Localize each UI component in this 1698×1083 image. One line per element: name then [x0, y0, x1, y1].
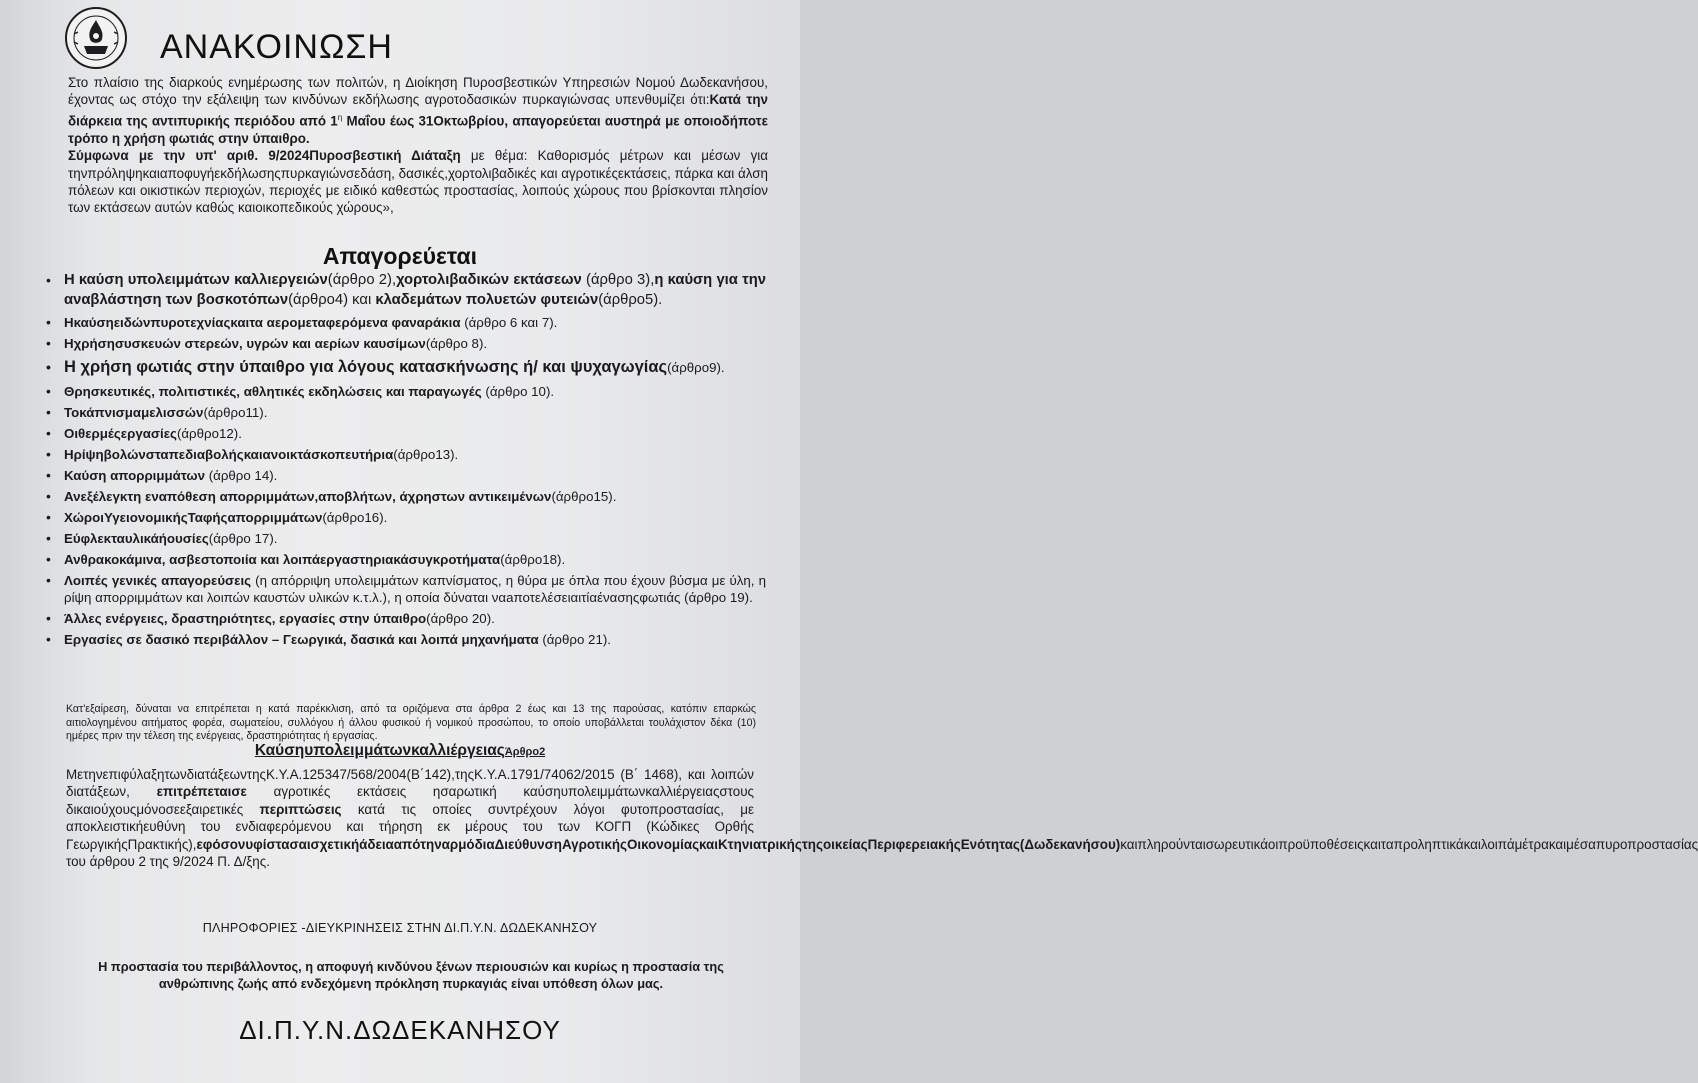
- list-item: • Ηρίψηβολώνσταπεδιαβολήςκαιανοικτάσκοπευτήρια(άρθρο13).: [46, 446, 766, 463]
- subsection-text: ΜετηνεπιφύλαξητωνδιατάξεωντηςΚ.Υ.Α.125347/568/2004(Β΄142),τηςΚ.Υ.Α.1791/74062/2015 (Β΄ 1468), και λοιπών διατάξεων, επιτρέπεταισε αγροτικές εκτάσεις ησαρωτική καύσηυπολειμμάτωνκαλλιέργειαςστους δικαιούχουςμόνοσεεξαιρετικές περιπτώσεις κατά τις οποίες συντρέχουν λόγοι φυτοπροστασίας, με αποκλειστικήευθύνη του ενδιαφερόμενου και τήρηση εκ μέρους του των ΚΟΓΠ (Κώδικες Ορθής ΓεωργικήςΠρακτικής),εφόσονυφίστασαισχετικήάδειααπότηναρμόδιαΔιεύθυνσηΑγροτικήςΟικονομίαςκαιΚτηνιατρικήςτηςοικείαςΠεριφερειακήςΕνότητας(Δωδεκανήσου)καιπληρούνταισωρευτικάοιπροϋποθέσειςκαιταπροληπτικάκαιλοιπάμέτρακαιμέσαπυροπροστασίας του άρθρου 2 της 9/2024 Π. Δ/ξης.: [66, 767, 1698, 870]
- list-item: • Λοιπές γενικές απαγορεύσεις (η απόρριψη υπολειμμάτων καπνίσματος, η θύρα με όπλα που έχουν βύσμα με ύλη, η ρίψη απορριμμάτων και λοιπών καυστών υλικών κ.τ.λ.), η οποία δύναται ναaποτελέσειαιτίαένασηςφωτιάς (άρθρο 19).: [46, 572, 766, 606]
- list-item: • Θρησκευτικές, πολιτιστικές, αθλητικές εκδηλώσεις και παραγωγές (άρθρο 10).: [46, 383, 766, 400]
- list-item: • Τοκάπνισμαμελισσών(άρθρο11).: [46, 404, 766, 421]
- list-item: • Οιθερμέςεργασίες(άρθρο12).: [46, 425, 766, 442]
- list-item: • Ανεξέλεγκτη εναπόθεση απορριμμάτων,αποβλήτων, άχρηστων αντικειμένων(άρθρο15).: [46, 488, 766, 505]
- prohibited-heading: Απαγορεύεται: [322, 243, 478, 269]
- footer-signature: ΔΙ.Π.Υ.Ν.ΔΩΔΕΚΑΝΗΣΟΥ: [239, 1015, 561, 1045]
- list-item: • Άλλες ενέργειες, δραστηριότητες, εργασίες στην ύπαιθρο(άρθρο 20).: [46, 610, 766, 627]
- list-item: • Ηχρήσησυσκευών στερεών, υγρών και αερίων καυσίμων(άρθρο 8).: [46, 335, 766, 352]
- notice-title: ΑΝΑΚΟΙΝΩΣΗ: [160, 28, 393, 66]
- intro-text: Στο πλαίσιο της διαρκούς ενημέρωσης των πολιτών, η Διοίκηση Πυροσβεστικών Υπηρεσιών Νομού Δωδεκανήσου, έχοντας ως στόχο την εξάλειψη των κινδύνων εκδήλωσης αγροτοδασικών πυρκαγιώνσας υπενθυμίζει ότι:Κατά την διάρκεια της αντιπυρικής περιόδου από $1^\eta$ Μαΐου έως 31Οκτωβρίου, απαγορεύεται αυστηρά με οποιοδήποτε τρόπο η χρήση φωτιάς στην ύπαιθρο. Σύμφωνα με την υπ' αριθ. 9/2024Πυροσβεστική Διάταξη με θέμα: Καθορισμός μέτρων και μέσων για τηνπρόληψηκαιαποφυγήεκδήλωσηςπυρκαγιώνσεδάση, δασικές,χορτολιβαδικές και αγροτικέςεκτάσεις, πάρκα και άλση πόλεων και οικιστικών περιοχών, περιοχές με ειδικό καθεστώς προστασίας, λοιπούς χώρους που βρίσκονται πλησίον των εκτάσεων αυτών καθώς καιοικοπεδικούς χώρους»,: [68, 75, 768, 216]
- list-item: • Η χρήση φωτιάς στην ύπαιθρο για λόγους κατασκήνωσης ή/ και ψυχαγωγίας(άρθρο9).: [46, 356, 766, 379]
- closing-statement: Η προστασία του περιβάλλοντος, η αποφυγή κινδύνου ξένων περιουσιών και κυρίως η προστασία της ανθρώπινης ζωής από ενδεχόμενη πρόκληση πυρκαγιάς είναι υπόθεση όλων μας.: [98, 959, 724, 991]
- list-item: • Καύση απορριμμάτων (άρθρο 14).: [46, 467, 766, 484]
- list-item: • Η καύση υπολειμμάτων καλλιεργειών(άρθρο 2),χορτολιβαδικών εκτάσεων (άρθρο 3),η καύση για την αναβλάστηση των βοσκοτόπων(άρθρο4) και κλαδεμάτων πολυετών φυτειών(άρθρο5).: [46, 270, 766, 310]
- list-item: • Ανθρακοκάμινα, ασβεστοποιία και λοιπάεργαστηριακάσυγκροτήματα(άρθρο18).: [46, 551, 766, 568]
- list-item: • Ηκαύσηειδώνπυροτεχνίαςκαιτα αερομεταφερόμενα φαναράκια (άρθρο 6 και 7).: [46, 314, 766, 331]
- prohibition-list: [46, 270, 766, 652]
- subsection-title: ΚαύσηυπολειμμάτωνκαλλιέργειαςΆρθρο2: [254, 742, 546, 759]
- list-item: • ΧώροιΥγειονομικήςΤαφήςαπορριμμάτων(άρθρο16).: [46, 509, 766, 526]
- exception-note: Κατ'εξαίρεση, δύναται να επιτρέπεται η κατά παρέκκλιση, από τα οριζόμενα στα άρθρα 2 έως και 13 της παρούσας, κατόπιν επαρκώς αιτιολογημένου αιτήματος φορέα, σωματείου, συλλόγου ή άλλου φυσικού ή νομικού προσώπου, το οποίο υποβάλλεται τουλάχιστον δέκα (10) ημέρες πριν την τέλεση της ενέργειας, δραστηριότητας ή εργασίας.: [66, 703, 756, 743]
- list-item: • Εργασίες σε δασικό περιβάλλον – Γεωργικά, δασικά και λοιπά μηχανήματα (άρθρο 21).: [46, 631, 766, 648]
- fire-service-emblem-icon: [64, 6, 128, 70]
- info-line: ΠΛΗΡΟΦΟΡΙΕΣ -ΔΙΕΥΚΡΙΝΗΣΕΙΣ ΣΤΗΝ ΔΙ.Π.Υ.Ν. ΔΩΔΕΚΑΝΗΣΟΥ: [202, 921, 598, 935]
- list-item: • Εύφλεκταυλικάήουσίες(άρθρο 17).: [46, 530, 766, 547]
